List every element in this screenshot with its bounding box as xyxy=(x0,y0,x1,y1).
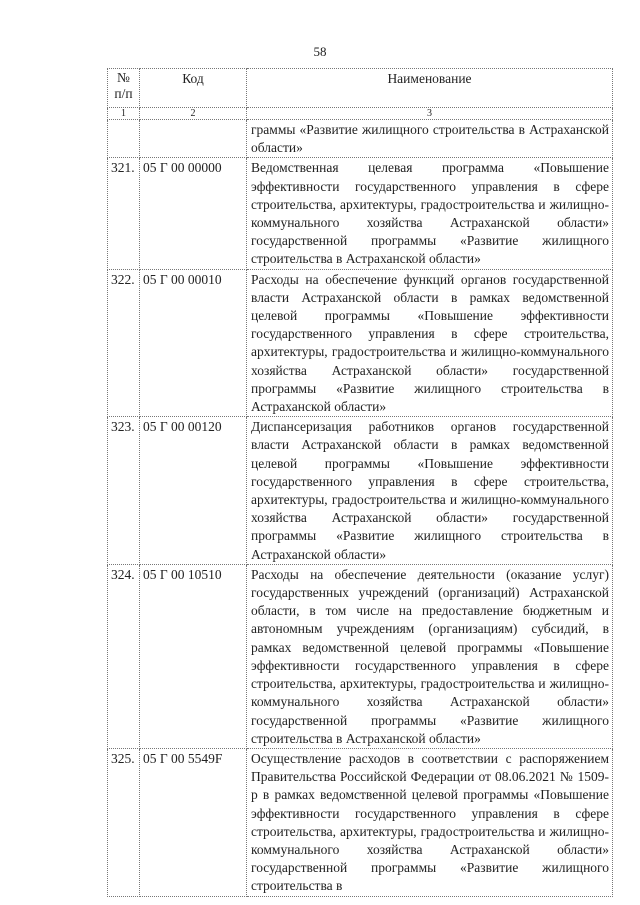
table-row xyxy=(108,158,613,269)
cell-code: 05 Г 00 00010 xyxy=(140,269,247,417)
column-number-3: 3 xyxy=(247,108,613,120)
column-number-2: 2 xyxy=(140,108,247,120)
header-num: № п/п xyxy=(108,69,140,108)
header-code: Код xyxy=(140,69,247,108)
cell-num: 325. xyxy=(108,748,140,896)
table-row xyxy=(108,748,613,896)
cell-num: 324. xyxy=(108,564,140,748)
cell-num: 323. xyxy=(108,417,140,565)
cell-code: 05 Г 00 00120 xyxy=(140,417,247,565)
cell-name: Осуществление расходов в соответствии с распоряжением Правительства Российской Федерации от 08.06.2021 № 1509-р в рамках ведомственной целевой программы «Повышение эффективности государственного управления в сфере строительства, архитектуры, градостроительства и жилищно-коммунального хозяйства Астраханской области» государственной программы «Развитие жилищного строительства в xyxy=(247,748,613,896)
table-row xyxy=(108,417,613,565)
cell-name: Диспансеризация работников органов государственной власти Астраханской области в рамках ведомственной целевой программы «Повышение эффективности государственного управления в сфере строительства, архитектуры, градостроительства и жилищно-коммунального хозяйства Астраханской области» государственной программы «Развитие жилищного строительства в Астраханской области» xyxy=(247,417,613,565)
cell-code xyxy=(140,120,247,158)
table-row xyxy=(108,564,613,748)
column-number-row xyxy=(108,108,613,120)
cell-num: 322. xyxy=(108,269,140,417)
table-row-continuation xyxy=(108,120,613,158)
header-name: Наименование xyxy=(247,69,613,108)
cell-name: Расходы на обеспечение деятельности (оказание услуг) государственных учреждений (организаций) Астраханской области, в том числе на предоставление бюджетным и автономным учреждениям (организациям) субсидий, в рамках ведомственной целевой программы «Повышение эффективности государственного управления в сфере строительства, архитектуры, градостроительства и жилищно-коммунального хозяйства Астраханской области» государственной программы «Развитие жилищного строительства в Астраханской области» xyxy=(247,564,613,748)
cell-code: 05 Г 00 10510 xyxy=(140,564,247,748)
codes-table xyxy=(107,68,613,897)
page-number: 58 xyxy=(313,44,327,59)
header-row xyxy=(108,69,613,108)
cell-num: 321. xyxy=(108,158,140,269)
cell-name: Ведомственная целевая программа «Повышение эффективности государственного управления в сфере строительства, архитектуры, градостроительства и жилищно-коммунального хозяйства Астраханской области» государственной программы «Развитие жилищного строительства в Астраханской области» xyxy=(247,158,613,269)
cell-code: 05 Г 00 00000 xyxy=(140,158,247,269)
cell-num xyxy=(108,120,140,158)
cell-name: Расходы на обеспечение функций органов государственной власти Астраханской области в рамках ведомственной целевой программы «Повышение эффективности государственного управления в сфере строительства, архитектуры, градостроительства и жилищно-коммунального хозяйства Астраханской области» государственной программы «Развитие жилищного строительства в Астраханской области» xyxy=(247,269,613,417)
column-number-1: 1 xyxy=(108,108,140,120)
cell-name: граммы «Развитие жилищного строительства в Астраханской области» xyxy=(247,120,613,158)
cell-code: 05 Г 00 5549F xyxy=(140,748,247,896)
table-row xyxy=(108,269,613,417)
